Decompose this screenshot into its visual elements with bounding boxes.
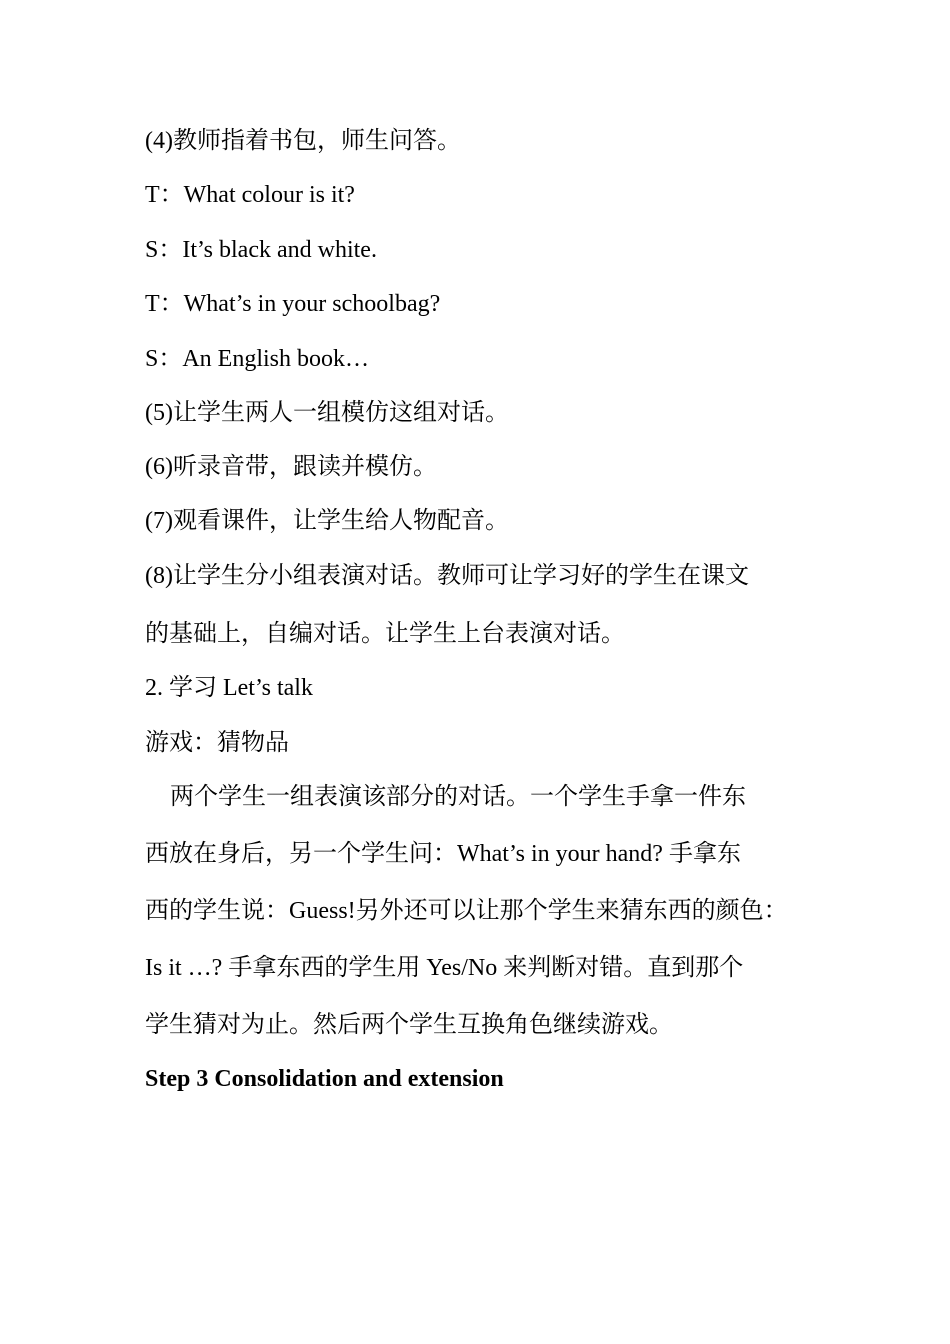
step-heading: Step 3 Consolidation and extension [145, 1066, 504, 1092]
text-line: 的基础上，自编对话。让学生上台表演对话。 [145, 621, 625, 647]
dialogue-line: S：An English book… [145, 346, 370, 372]
paragraph-line: 西放在身后，另一个学生问：What’s in your hand? 手拿东 [145, 841, 741, 867]
section-heading: 2. 学习 Let’s talk [145, 675, 313, 701]
game-title: 游戏：猜物品 [145, 730, 289, 756]
paragraph-line: 西的学生说：Guess!另外还可以让那个学生来猜东西的颜色： [145, 898, 788, 924]
paragraph-line: 两个学生一组表演该部分的对话。一个学生手拿一件东 [170, 784, 746, 810]
text-line: (8)让学生分小组表演对话。教师可让学习好的学生在课文 [145, 563, 749, 589]
text-line: (4)教师指着书包，师生问答。 [145, 128, 461, 154]
text-line: (5)让学生两人一组模仿这组对话。 [145, 400, 509, 426]
dialogue-line: T：What colour is it? [145, 182, 355, 208]
dialogue-line: S：It’s black and white. [145, 237, 377, 263]
paragraph-line: 学生猜对为止。然后两个学生互换角色继续游戏。 [145, 1012, 673, 1038]
dialogue-line: T：What’s in your schoolbag? [145, 291, 441, 317]
text-line: (6)听录音带，跟读并模仿。 [145, 454, 437, 480]
text-line: (7)观看课件，让学生给人物配音。 [145, 508, 509, 534]
paragraph-line: Is it …? 手拿东西的学生用 Yes/No 来判断对错。直到那个 [145, 955, 744, 981]
